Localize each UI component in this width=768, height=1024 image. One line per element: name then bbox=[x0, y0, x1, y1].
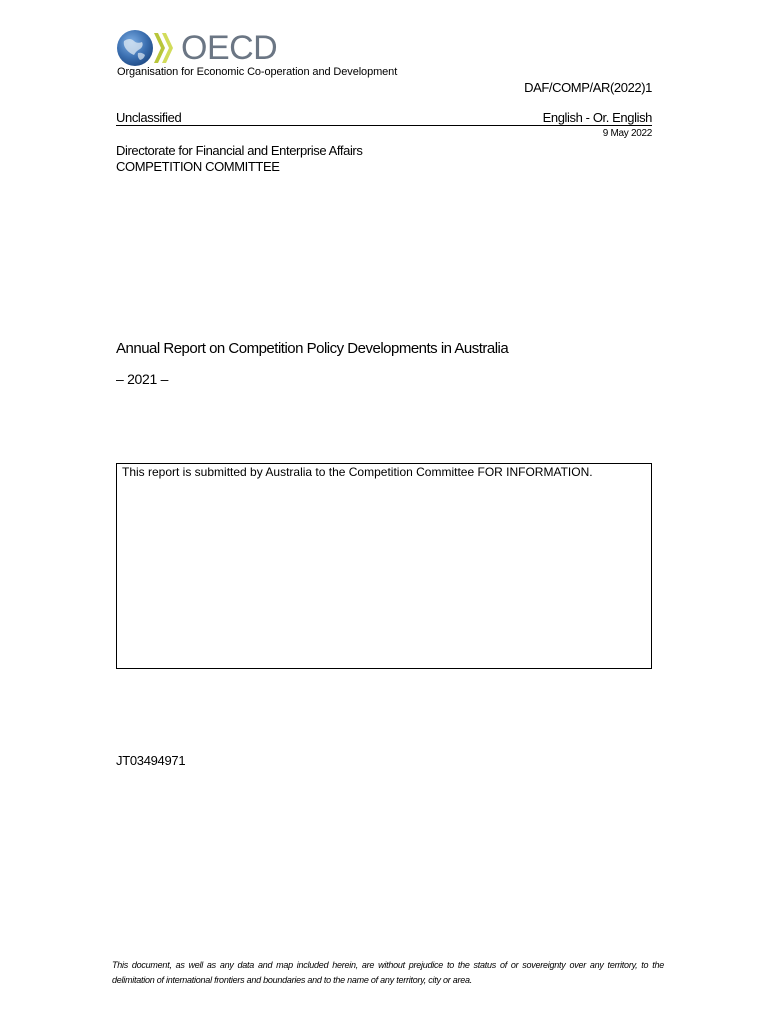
organisation-name: Organisation for Economic Co-operation and Development bbox=[117, 66, 398, 78]
job-number: JT03494971 bbox=[116, 753, 186, 768]
directorate-name: Directorate for Financial and Enterprise Affairs bbox=[116, 143, 363, 158]
language-label: English - Or. English bbox=[542, 110, 652, 125]
document-reference: DAF/COMP/AR(2022)1 bbox=[524, 80, 652, 95]
disclaimer: This document, as well as any data and map included herein, are without prejudice to the status of or sovereignty over any territory, to the delimitation of international frontiers and boundaries and to the name of any territory, city or area. bbox=[112, 960, 664, 985]
logo-wordmark: OECD bbox=[181, 29, 278, 67]
report-title: Annual Report on Competition Policy Developments in Australia bbox=[116, 340, 509, 357]
oecd-globe-logo-icon bbox=[116, 27, 180, 67]
classification-label: Unclassified bbox=[116, 110, 182, 125]
document-date: 9 May 2022 bbox=[602, 128, 652, 139]
info-box-text: This report is submitted by Australia to the Competition Committee FOR INFORMATION. bbox=[122, 465, 593, 479]
classification-row bbox=[116, 108, 652, 126]
directorate-block bbox=[116, 143, 362, 175]
committee-name: COMPETITION COMMITTEE bbox=[116, 159, 280, 174]
info-box bbox=[116, 463, 652, 669]
report-year: – 2021 – bbox=[116, 371, 169, 387]
